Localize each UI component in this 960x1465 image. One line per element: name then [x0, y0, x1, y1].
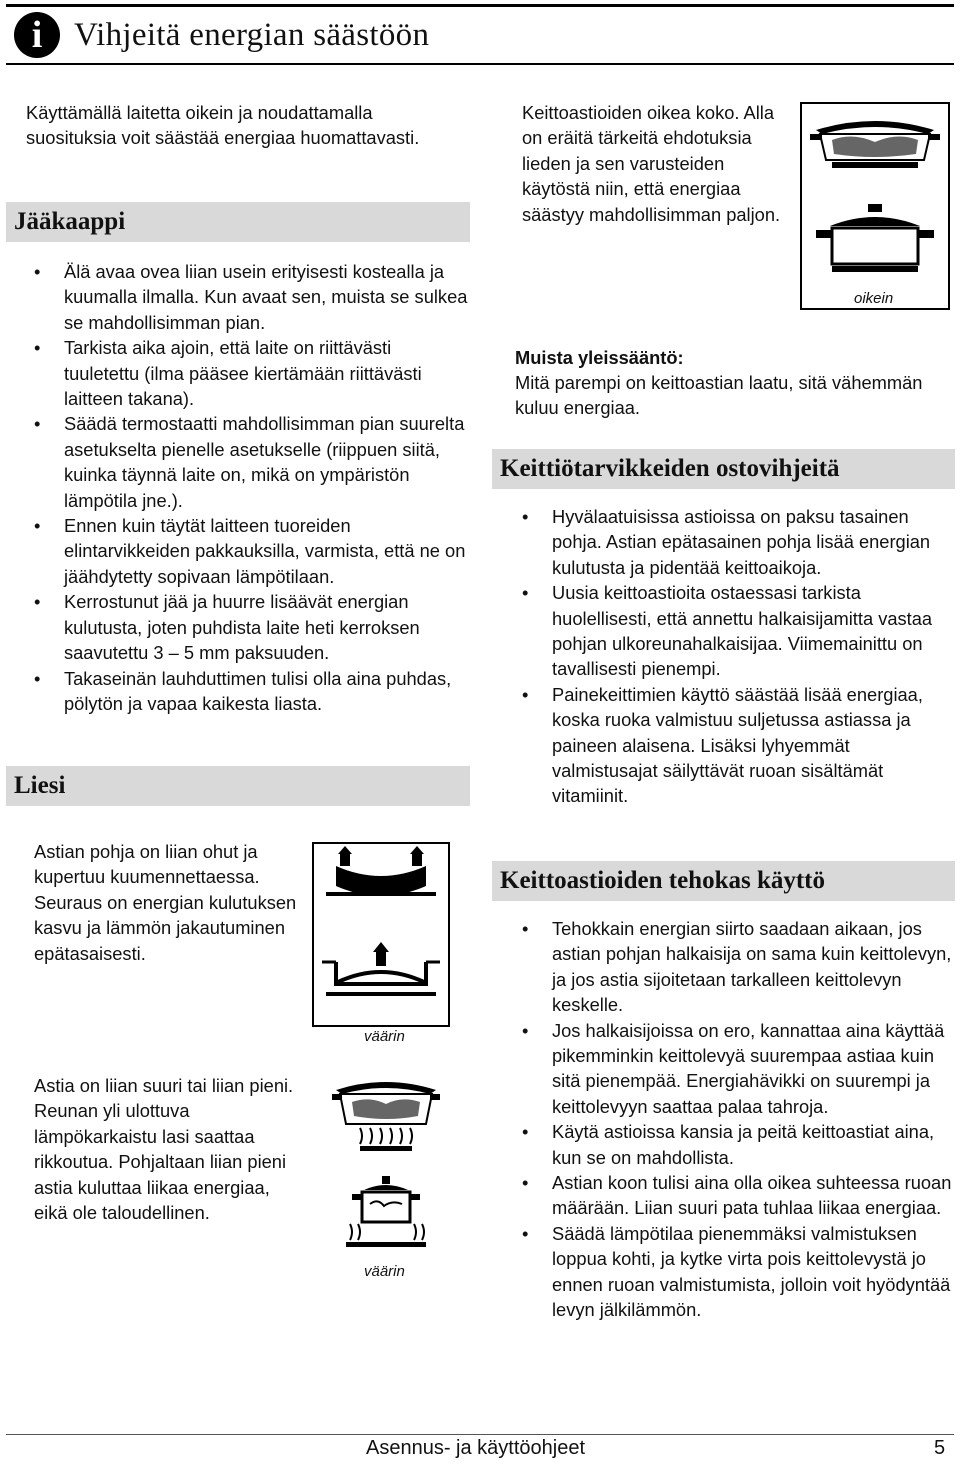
list-item: • Tehokkain energian siirto saadaan aikaan, jos astian pohjan halkaisija on sama kuin keittolevyn, ja jos astia sijoitetaan tarkalleen keittolevyn keskelle.: [514, 916, 960, 1018]
thin-bottom-figure: [312, 842, 450, 1027]
list-item: • Säädä lämpötilaa pienemmäksi valmistuksen loppua kohti, ja kytke virta pois keittolevystä jo ennen ruoan valmistumista, jolloin voit hyödyntää levyn jälkilämmön.: [514, 1221, 960, 1323]
page-number: 5: [934, 1437, 946, 1459]
thin-bottom-text: Astian pohja on liian ohut ja kupertuu kuumennettaessa. Seuraus on energian kulutuksen kasvu ja lämmön jakautuminen epätasaisesti.: [34, 841, 297, 964]
usage-heading: Keittoastioiden tehokas käyttö: [492, 861, 955, 901]
list-item: • Hyvälaatuisissa astioissa on paksu tasainen pohja. Astian epätasainen pohja lisää energian kulutusta ja pidentää keittoaikoja.: [514, 504, 960, 580]
title-rule: [6, 63, 954, 65]
fridge-list: [30, 259, 470, 716]
fridge-heading: Jääkaappi: [6, 202, 470, 242]
buying-list: [514, 504, 960, 809]
wrong-size-figure: [330, 1072, 442, 1262]
list-item: • Takaseinän lauhduttimen tulisi olla aina puhdas, pölytön ja vapaa kaikesta liasta.: [30, 666, 470, 717]
rule-text: Mitä parempi on keittoastian laatu, sitä vähemmän kuluu energiaa.: [515, 372, 923, 419]
oversize-undersize-pan-illustration: [330, 1072, 442, 1262]
correct-size-figure: [800, 102, 950, 310]
list-item: • Astian koon tulisi aina olla oikea suhteessa ruoan määrään. Liian suuri pata tuhlaa liikaa energiaa.: [514, 1170, 960, 1221]
list-item: • Älä avaa ovea liian usein erityisesti kostealla ja kuumalla ilmalla. Kun avaat sen, muista se sulkea se mahdollisimman pian.: [30, 259, 470, 335]
list-item: • Tarkista aika ajoin, että laite on riittävästi tuuletettu (ilma pääsee kiertämään riittävästi laitteen takana).: [30, 335, 470, 411]
correct-pan-illustration: [802, 104, 948, 286]
warped-pan-illustration: [314, 844, 448, 1025]
usage-list: [514, 916, 960, 1323]
stove-heading: Liesi: [6, 766, 470, 806]
list-item: • Ennen kuin täytät laitteen tuoreiden elintarvikkeiden pakkauksilla, varmista, että ne on jäähdytetty sopivaan lämpötilaan.: [30, 513, 470, 589]
correct-size-text: Keittoastioiden oikea koko. Alla on eräitä tärkeitä ehdotuksia lieden ja sen varusteiden käytöstä niin, että energiaa säästyy mahdollisimman paljon.: [522, 102, 781, 225]
list-item: • Uusia keittoastioita ostaessasi tarkista huolellisesti, että annettu halkaisijamitta vastaa pohjan ulkoreunahalkaisijaa. Viimemainittu on tavallisesti pienempi.: [514, 580, 960, 682]
size-wrong-text: Astia on liian suuri tai liian pieni. Reunan yli ulottuva lämpökarkaistu lasi saattaa rikkoutua. Pohjaltaan liian pieni astia kuluttaa liikaa energiaa, eikä ole taloudellinen.: [34, 1075, 294, 1224]
list-item: • Käytä astioissa kansia ja peitä keittoastiat aina, kun se on mahdollista.: [514, 1119, 960, 1170]
intro-text: Käyttämällä laitetta oikein ja noudattamalla suosituksia voit säästää energiaa huomattavasti.: [26, 102, 420, 149]
title-bar: [6, 7, 954, 63]
caption-wrong-1: väärin: [364, 1028, 405, 1045]
list-item: • Kerrostunut jää ja huurre lisäävät energian kulutusta, joten puhdista laite heti kerroksen saavutettu 3 – 5 mm paksuuden.: [30, 589, 470, 665]
buying-heading: Keittiötarvikkeiden ostovihjeitä: [492, 449, 955, 489]
rule-label: Muista yleissääntö:: [515, 347, 684, 368]
list-item: • Säädä termostaatti mahdollisimman pian suurelta asetukselta pienelle asetukselle (riippuen siitä, kuinka täynnä laite on, mikä on ympäristön lämpötila jne.).: [30, 411, 470, 513]
footer-rule: [6, 1434, 954, 1435]
page-title: Vihjeitä energian säästöön: [74, 16, 430, 53]
list-item: • Painekeittimien käyttö säästää lisää energiaa, koska ruoka valmistuu suljetussa astiassa ja paineen alaisena. Lisäksi lyhyemmät valmistusajat säilyttävät ruoan sisältämät vitamiinit.: [514, 682, 960, 809]
caption-right: oikein: [854, 290, 894, 307]
info-icon: i: [14, 12, 60, 58]
footer-text: Asennus- ja käyttöohjeet: [366, 1437, 586, 1459]
caption-wrong-2: väärin: [364, 1263, 405, 1280]
list-item: • Jos halkaisijoissa on ero, kannattaa aina käyttää pikemminkin keittolevyä suurempaa astiaa kuin sitä pienempää. Energiahävikki on suurempi ja keittolevyyn saattaa palaa tahroja.: [514, 1018, 960, 1120]
